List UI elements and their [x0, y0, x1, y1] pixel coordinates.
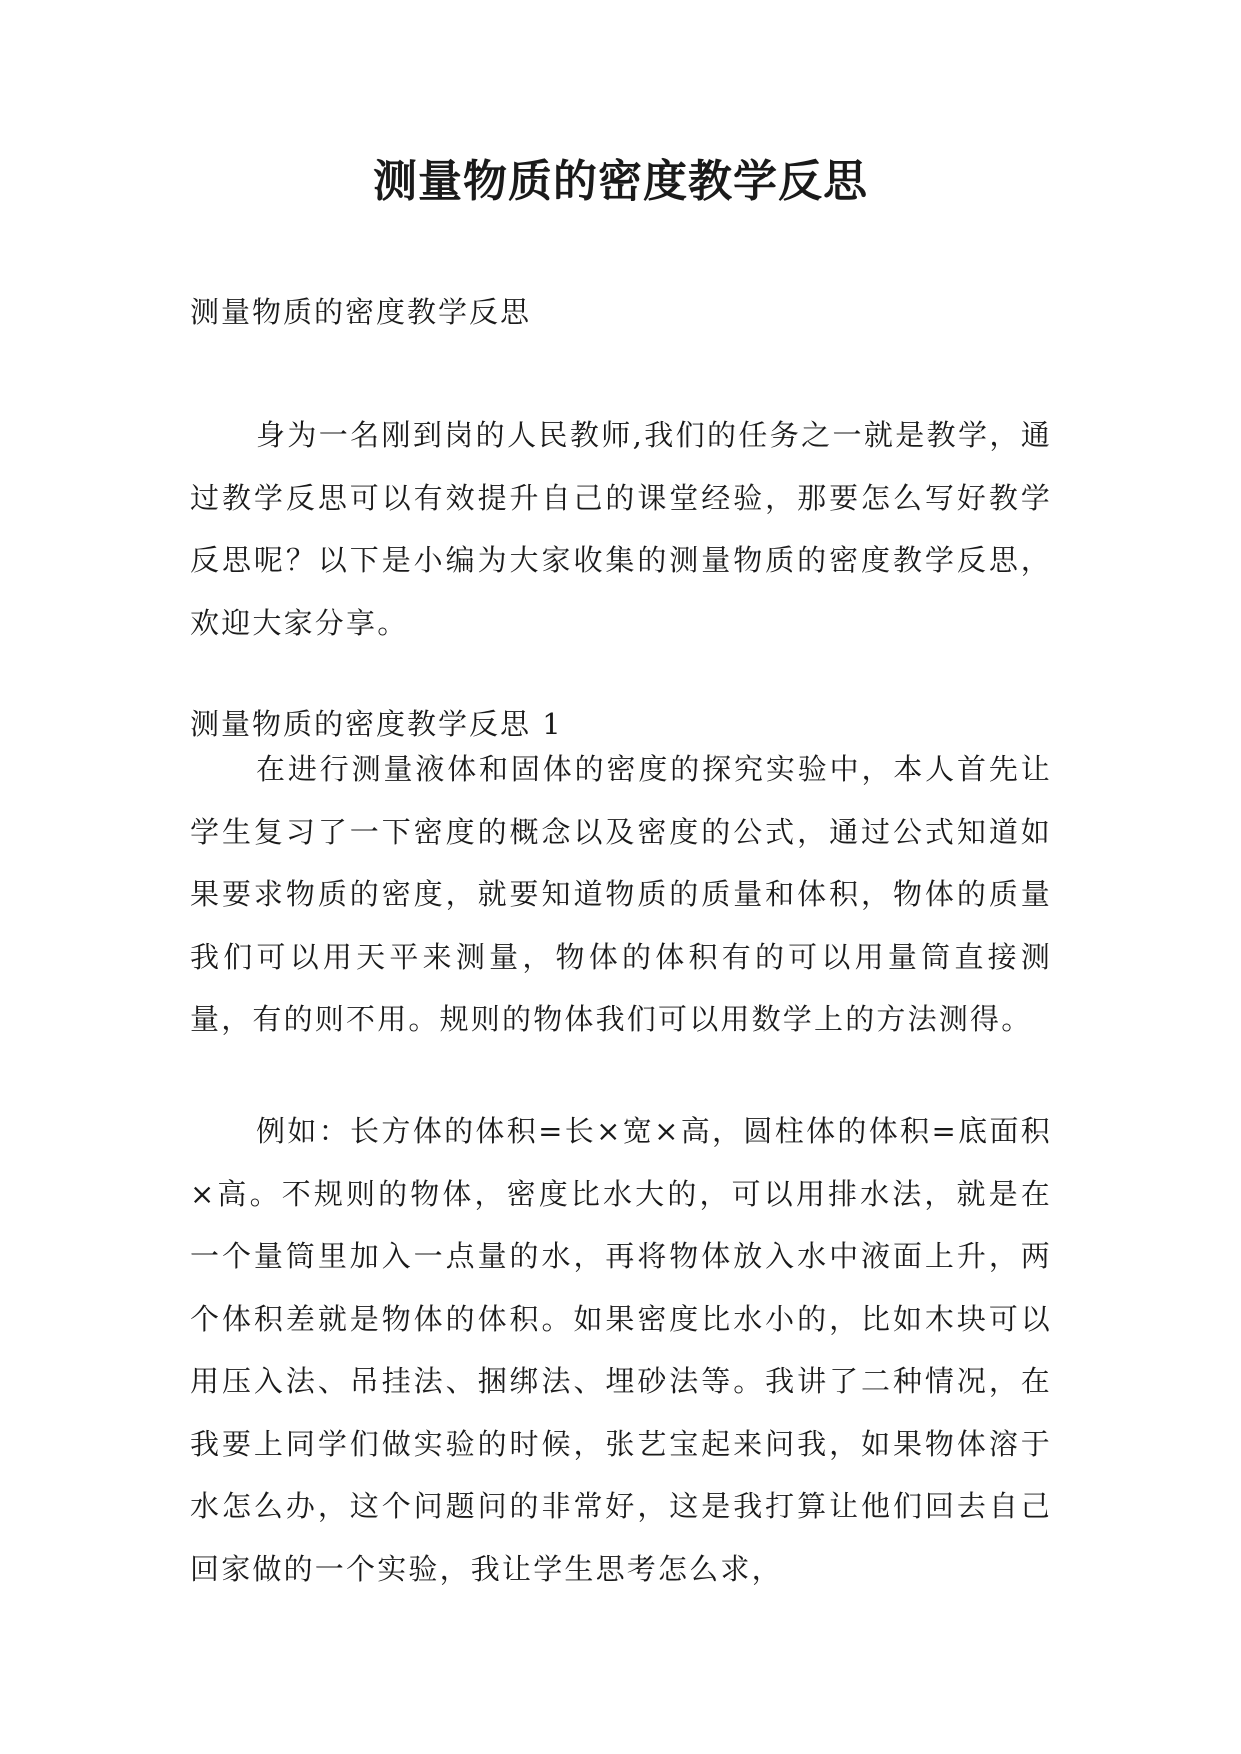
document-subtitle: 测量物质的密度教学反思 [190, 295, 532, 329]
document-title: 测量物质的密度教学反思 [373, 156, 868, 207]
body-paragraph: 例如：长方体的体积=长×宽×高，圆柱体的体积=底面积×高。不规则的物体，密度比水大的，可以用排水法，就是在一个量筒里加入一点量的水，再将物体放入水中液面上升，两个体积差就是物体的体积。如果密度比水小的，比如木块可以用压入法、吊挂法、捆绑法、埋砂法等。我讲了二种情况，在我要上同学们做实验的时候，张艺宝起来问我，如果物体溶于水怎么办，这个问题问的非常好，这是我打算让他们回去自己回家做的一个实验，我让学生思考怎么求， [190, 1114, 1052, 1586]
body-paragraph: 在进行测量液体和固体的密度的探究实验中，本人首先让学生复习了一下密度的概念以及密度的公式，通过公式知道如果要求物质的密度，就要知道物质的质量和体积，物体的质量我们可以用天平来测量，物体的体积有的可以用量筒直接测量，有的则不用。规则的物体我们可以用数学上的方法测得。 [190, 752, 1052, 1036]
intro-paragraph: 身为一名刚到岗的人民教师,我们的任务之一就是教学，通过教学反思可以有效提升自己的课堂经验，那要怎么写好教学反思呢？以下是小编为大家收集的测量物质的密度教学反思，欢迎大家分享。 [190, 418, 1052, 640]
section-heading: 测量物质的密度教学反思 1 [190, 707, 563, 741]
